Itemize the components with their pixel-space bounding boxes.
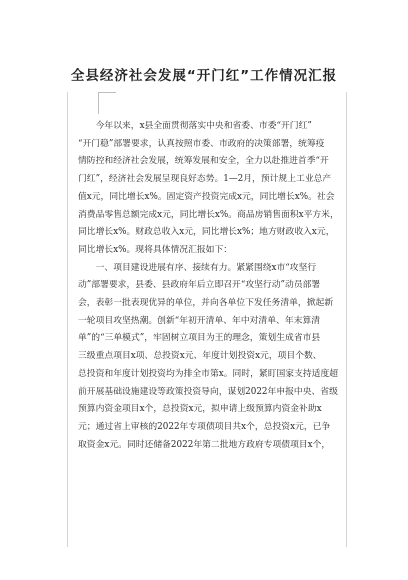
text-line: 元；通过省上审核的2022年专项债项目共x个，总投资x元，已争: [78, 421, 331, 432]
text-line: 一、项目建设进展有序、接续有力。紧紧围绕x市“攻坚行: [78, 262, 317, 273]
text-line: 取资金x元。同时还储备2022年第二批地方政府专项债项目x个，: [78, 439, 331, 450]
text-line: 三级重点项目x项、总投资x元、年度计划投资x元，项目个数、: [78, 351, 322, 362]
text-line: “开门稳”部署要求，认真按照市委、市政府的决策部署，统筹疫: [78, 138, 325, 149]
text-line: 值x元，同比增长x%。固定资产投资完成x元，同比增长x%。社会: [78, 191, 335, 202]
text-line: 总投资和年度计划投资均为排全市第x。同时，紧盯国家支持适度超: [78, 368, 339, 379]
text-line: 会，表彰一批表现优异的单位，并向各单位下发任务清单，掀起新: [78, 298, 334, 309]
text-line: 情防控和经济社会发展，统筹发展和安全，全力以赴推进首季“开: [78, 156, 329, 167]
text-line: 动”部署要求，县委、县政府年后立即召开“攻坚行动”动员部署: [78, 280, 321, 291]
document-body: [78, 118, 340, 454]
text-line: 门红”，经济社会发展呈现良好态势。1—2月，预计规上工业总产: [78, 174, 332, 185]
text-line: 消费品零售总额完成x元，同比增长x%。商品房销售面积x平方米，: [78, 209, 339, 220]
text-line: 单”的“三单模式”，牢固树立项目为王的理念，策划生成省市县: [78, 333, 321, 344]
document-title: 全县经济社会发展“开门红”工作情况汇报: [70, 68, 338, 84]
text-line: 一轮项目攻坚热潮。创新“年初开清单、年中对清单、年末算清: [78, 315, 321, 326]
corner-mark: [98, 92, 99, 114]
text-line: 同比增长x%。财政总收入x元，同比增长x%；地方财政收入x元，: [78, 227, 335, 238]
text-line: 预算内资金项目x个，总投资x元，拟申请上级预算内资金补助x: [78, 404, 322, 415]
text-line: 前开展基础设施建设等政策投资导向，谋划2022年申报中央、省级: [78, 386, 338, 397]
text-line: 同比增长x%。现将具体情况汇报如下：: [78, 244, 233, 255]
text-line: 今年以来，x县全面贯彻落实中央和省委、市委“开门红”: [78, 121, 312, 131]
corner-mark: [98, 92, 116, 93]
